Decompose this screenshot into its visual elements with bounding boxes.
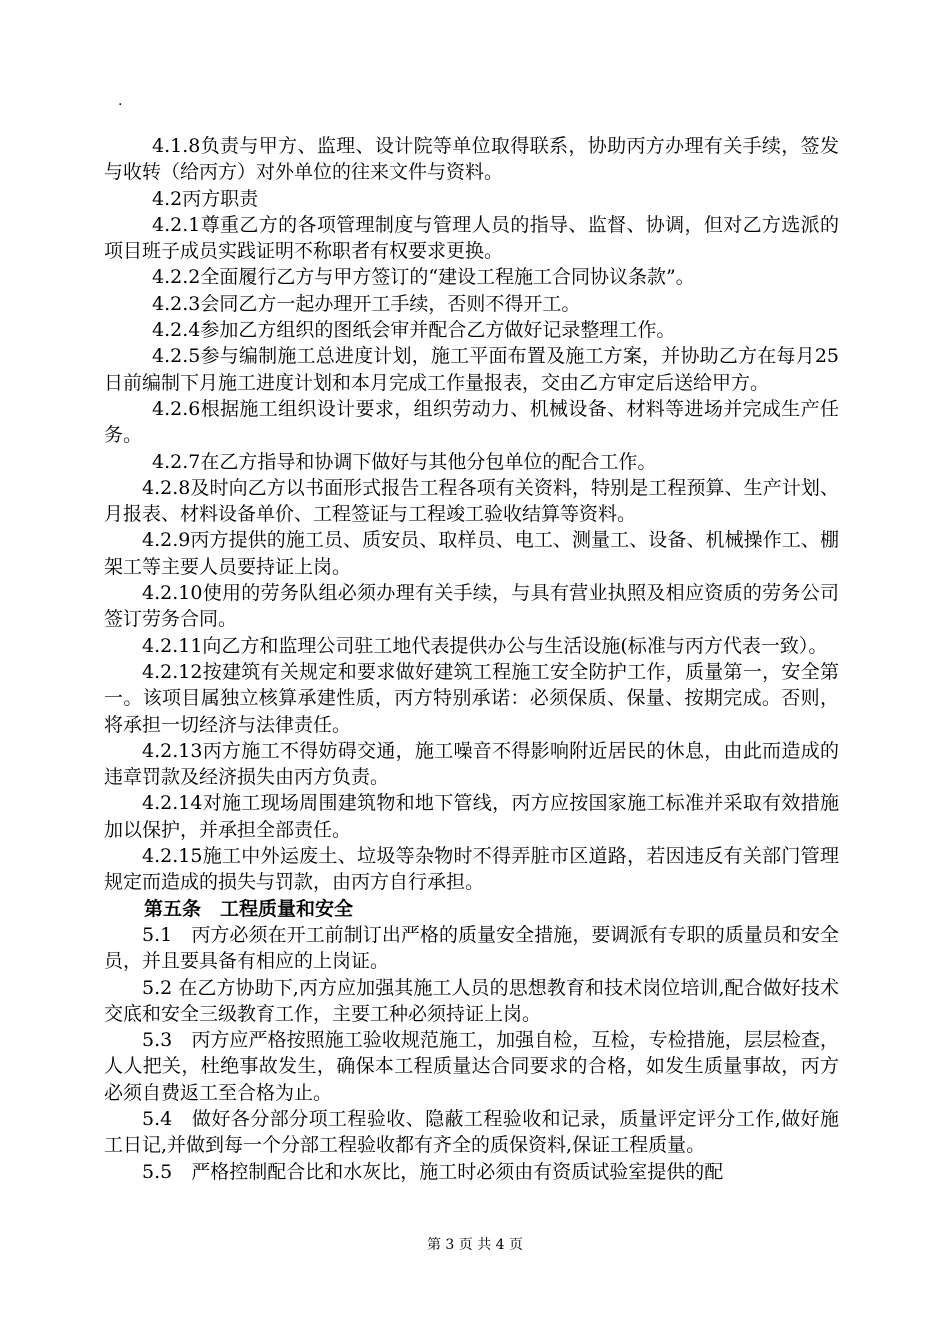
paragraph: 4.2.5参与编制施工总进度计划，施工平面布置及施工方案，并协助乙方在每月25日前编制下月施工进度计划和本月完成工作量报表，交由乙方审定后送给甲方。 <box>104 345 839 394</box>
paragraph: 4.2.15施工中外运废土、垃圾等杂物时不得弄脏市区道路，若因违反有关部门管理规定而造成的损失与罚款，由丙方自行承担。 <box>104 845 839 894</box>
paragraph: 4.2.1尊重乙方的各项管理制度与管理人员的指导、监督、协调，但对乙方选派的项目班子成员实践证明不称职者有权要求更换。 <box>104 213 839 263</box>
paragraph: 5.5 严格控制配合比和水灰比，施工时必须由有资质试验室提供的配 <box>142 1160 724 1183</box>
paragraph: 5.2 在乙方协助下,丙方应加强其施工人员的思想教育和技术岗位培训,配合做好技术交底和安全三级教育工作，主要工种必须持证上岗。 <box>104 976 839 1025</box>
document-body <box>104 133 839 1185</box>
paragraph: 4.2.6根据施工组织设计要求，组织劳动力、机械设备、材料等进场并完成生产任务。 <box>104 397 839 447</box>
paragraph: 5.4 做好各分部分项工程验收、隐蔽工程验收和记录，质量评定评分工作,做好施工日记,并做到每一个分部工程验收都有齐全的质保资料,保证工程质量。 <box>104 1107 839 1157</box>
section-heading: 第五条 工程质量和安全 <box>144 897 354 920</box>
paragraph: 4.2.13丙方施工不得妨碍交通，施工噪音不得影响附近居民的休息，由此而造成的违章罚款及经济损失由丙方负责。 <box>104 739 839 789</box>
paragraph: 4.2.3会同乙方一起办理开工手续，否则不得开工。 <box>152 292 581 315</box>
paragraph: 4.1.8负责与甲方、监理、设计院等单位取得联系，协助丙方办理有关手续，签发与收转（给丙方）对外单位的往来文件与资料。 <box>104 135 839 184</box>
paragraph: 4.2.7在乙方指导和协调下做好与其他分包单位的配合工作。 <box>152 450 657 473</box>
paragraph: 4.2.4参加乙方组织的图纸会审并配合乙方做好记录整理工作。 <box>152 319 676 342</box>
paragraph: 4.2.10使用的劳务队组必须办理有关手续，与具有营业执照及相应资质的劳务公司签订劳务合同。 <box>104 582 839 631</box>
paragraph: 4.2丙方职责 <box>152 187 259 210</box>
paragraph: 5.1 丙方必须在开工前制订出严格的质量安全措施，要调派有专职的质量员和安全员，并且要具备有相应的上岗证。 <box>104 923 839 973</box>
paragraph: 4.2.12按建筑有关规定和要求做好建筑工程施工安全防护工作，质量第一，安全第一。该项目属独立核算承建性质，丙方特别承诺：必须保质、保量、按期完成。否则，将承担一切经济与法律责任。 <box>104 660 839 736</box>
paragraph: 4.2.8及时向乙方以书面形式报告工程各项有关资料，特别是工程预算、生产计划、月报表、材料设备单价、工程签证与工程竣工验收结算等资料。 <box>104 476 839 526</box>
paragraph: 4.2.2全面履行乙方与甲方签订的“建设工程施工合同协议条款”。 <box>152 266 695 289</box>
paragraph: 5.3 丙方应严格按照施工验收规范施工，加强自检，互检，专检措施，层层检查，人人把关，杜绝事故发生，确保本工程质量达合同要求的合格，如发生质量事故，丙方必须自费返工至合格为止。 <box>104 1029 839 1104</box>
paragraph: 4.2.11向乙方和监理公司驻工地代表提供办公与生活设施(标准与丙方代表一致）。 <box>142 634 828 657</box>
page-marker: . <box>118 93 123 109</box>
page-footer: 第 3 页 共 4 页 <box>426 1237 524 1253</box>
paragraph: 4.2.14对施工现场周围建筑物和地下管线，丙方应按国家施工标准并采取有效措施加以保护，并承担全部责任。 <box>104 792 839 841</box>
paragraph: 4.2.9丙方提供的施工员、质安员、取样员、电工、测量工、设备、机械操作工、棚架工等主要人员要持证上岗。 <box>104 529 839 578</box>
